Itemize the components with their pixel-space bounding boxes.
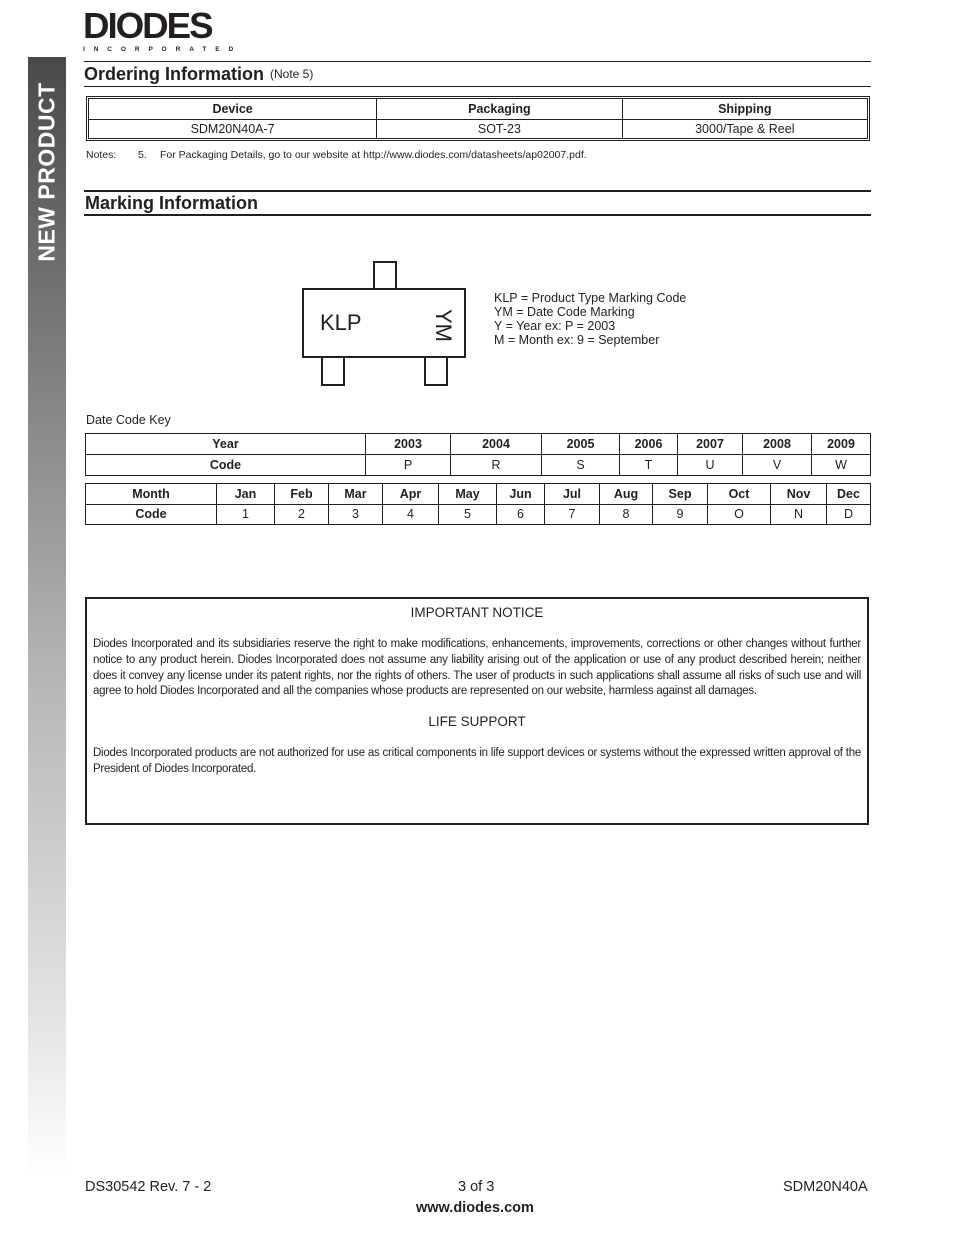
month-code-cell: N <box>771 504 827 525</box>
new-product-banner <box>28 57 66 287</box>
month-code-cell: O <box>708 504 771 525</box>
logo-wordmark: DIODES <box>83 5 212 46</box>
ordering-col-device: Device <box>89 99 377 120</box>
legend-line: Y = Year ex: P = 2003 <box>494 319 616 333</box>
month-cell: Apr <box>383 484 439 505</box>
marking-top-rule <box>84 190 871 192</box>
ordering-note-ref: (Note 5) <box>270 67 314 81</box>
ordering-bottom-rule <box>84 86 871 87</box>
month-code-cell: 1 <box>217 504 275 525</box>
marking-heading: Marking Information <box>85 193 259 213</box>
notice-text: Diodes Incorporated and its subsidiaries reserve the right to make modifications, enhancements, improvements, corrections or other changes without further notice to any product herein. Diodes Incorporated does not assume any liability arising out of the application or use of any product described herein; neither does it convey any license under its patent rights, nor the rights of others. The user of products in such applications shall assume all risks of such use and will agree to hold Diodes Incorporated and all the companies whose products are represented on our website, harmless against all damages. <box>93 638 861 698</box>
month-code-row <box>86 504 871 525</box>
month-code-cell: 2 <box>275 504 329 525</box>
ordering-table-header-row <box>89 99 868 120</box>
footer-doc-id: DS30542 Rev. 7 - 2 <box>85 1179 212 1195</box>
package-pin-bottom-right <box>424 356 448 386</box>
ordering-col-shipping: Shipping <box>622 99 867 120</box>
year-code-cell: V <box>743 455 812 476</box>
note-number: 5. <box>138 149 147 161</box>
note-text: For Packaging Details, go to our website at http://www.diodes.com/datasheets/ap02007.pdf. <box>160 149 587 161</box>
month-code-cell: 9 <box>653 504 708 525</box>
month-cell: Jun <box>497 484 545 505</box>
month-code-cell: 5 <box>439 504 497 525</box>
month-cell: Jul <box>545 484 600 505</box>
ordering-top-rule <box>84 61 871 62</box>
footer-part-number: SDM20N40A <box>783 1179 868 1195</box>
date-code-key-title: Date Code Key <box>86 413 171 427</box>
package-pin-bottom-left <box>321 356 345 386</box>
ordering-cell-packaging: SOT-23 <box>377 120 622 139</box>
ordering-cell-shipping: 3000/Tape & Reel <box>622 120 867 139</box>
year-code-cell: T <box>620 455 678 476</box>
life-support-title: LIFE SUPPORT <box>428 714 526 729</box>
year-header-row <box>86 434 871 455</box>
year-cell: 2005 <box>542 434 620 455</box>
notice-title: IMPORTANT NOTICE <box>410 605 544 620</box>
new-product-label: NEW PRODUCT <box>33 82 60 262</box>
month-cell: Jan <box>217 484 275 505</box>
code-header: Code <box>86 504 217 525</box>
year-header: Year <box>86 434 366 455</box>
ordering-col-packaging: Packaging <box>377 99 622 120</box>
month-cell: Oct <box>708 484 771 505</box>
year-cell: 2003 <box>366 434 451 455</box>
sot23-package-diagram <box>302 259 468 389</box>
footer-page-number: 3 of 3 <box>458 1179 495 1195</box>
ordering-heading-text: Ordering Information <box>84 64 264 84</box>
package-marking-code: KLP <box>320 310 362 335</box>
year-code-cell: W <box>812 455 871 476</box>
ordering-table-frame <box>86 96 870 141</box>
legend-line: M = Month ex: 9 = September <box>494 333 660 347</box>
diodes-logo <box>83 5 243 53</box>
ordering-cell-device: SDM20N40A-7 <box>89 120 377 139</box>
year-cell: 2006 <box>620 434 678 455</box>
month-header-row <box>86 484 871 505</box>
package-pin-top <box>373 261 397 290</box>
ordering-section-header <box>84 61 871 87</box>
important-notice-box <box>85 597 869 825</box>
logo-subtext: INCORPORATED <box>83 46 243 53</box>
month-cell: May <box>439 484 497 505</box>
legend-line: KLP = Product Type Marking Code <box>494 291 687 305</box>
year-cell: 2009 <box>812 434 871 455</box>
year-code-cell: U <box>678 455 743 476</box>
year-cell: 2004 <box>451 434 542 455</box>
marking-legend <box>494 291 686 347</box>
month-code-cell: 6 <box>497 504 545 525</box>
month-cell: Nov <box>771 484 827 505</box>
month-cell: Sep <box>653 484 708 505</box>
life-support-text: Diodes Incorporated products are not authorized for use as critical components in life support devices or systems without the expressed written approval of the President of Diodes Incorporated. <box>93 747 861 775</box>
month-cell: Feb <box>275 484 329 505</box>
code-header: Code <box>86 455 366 476</box>
ordering-table <box>88 98 868 139</box>
year-code-row <box>86 455 871 476</box>
year-cell: 2007 <box>678 434 743 455</box>
ordering-notes <box>86 149 587 161</box>
table-row <box>89 120 868 139</box>
year-code-cell: P <box>366 455 451 476</box>
year-code-cell: R <box>451 455 542 476</box>
month-header: Month <box>86 484 217 505</box>
footer-website: www.diodes.com <box>416 1200 534 1216</box>
month-code-cell: 3 <box>329 504 383 525</box>
marking-bottom-rule <box>84 214 871 216</box>
package-date-code: YM <box>431 309 456 342</box>
month-code-table <box>85 483 871 525</box>
legend-line: YM = Date Code Marking <box>494 305 635 319</box>
month-code-cell: 8 <box>600 504 653 525</box>
month-cell: Mar <box>329 484 383 505</box>
year-code-cell: S <box>542 455 620 476</box>
month-cell: Aug <box>600 484 653 505</box>
month-code-cell: 7 <box>545 504 600 525</box>
year-cell: 2008 <box>743 434 812 455</box>
month-cell: Dec <box>827 484 871 505</box>
month-code-cell: 4 <box>383 504 439 525</box>
month-code-cell: D <box>827 504 871 525</box>
year-code-table <box>85 433 871 476</box>
marking-section-header <box>84 190 871 217</box>
notes-label: Notes: <box>86 149 117 161</box>
ordering-heading <box>84 64 313 85</box>
